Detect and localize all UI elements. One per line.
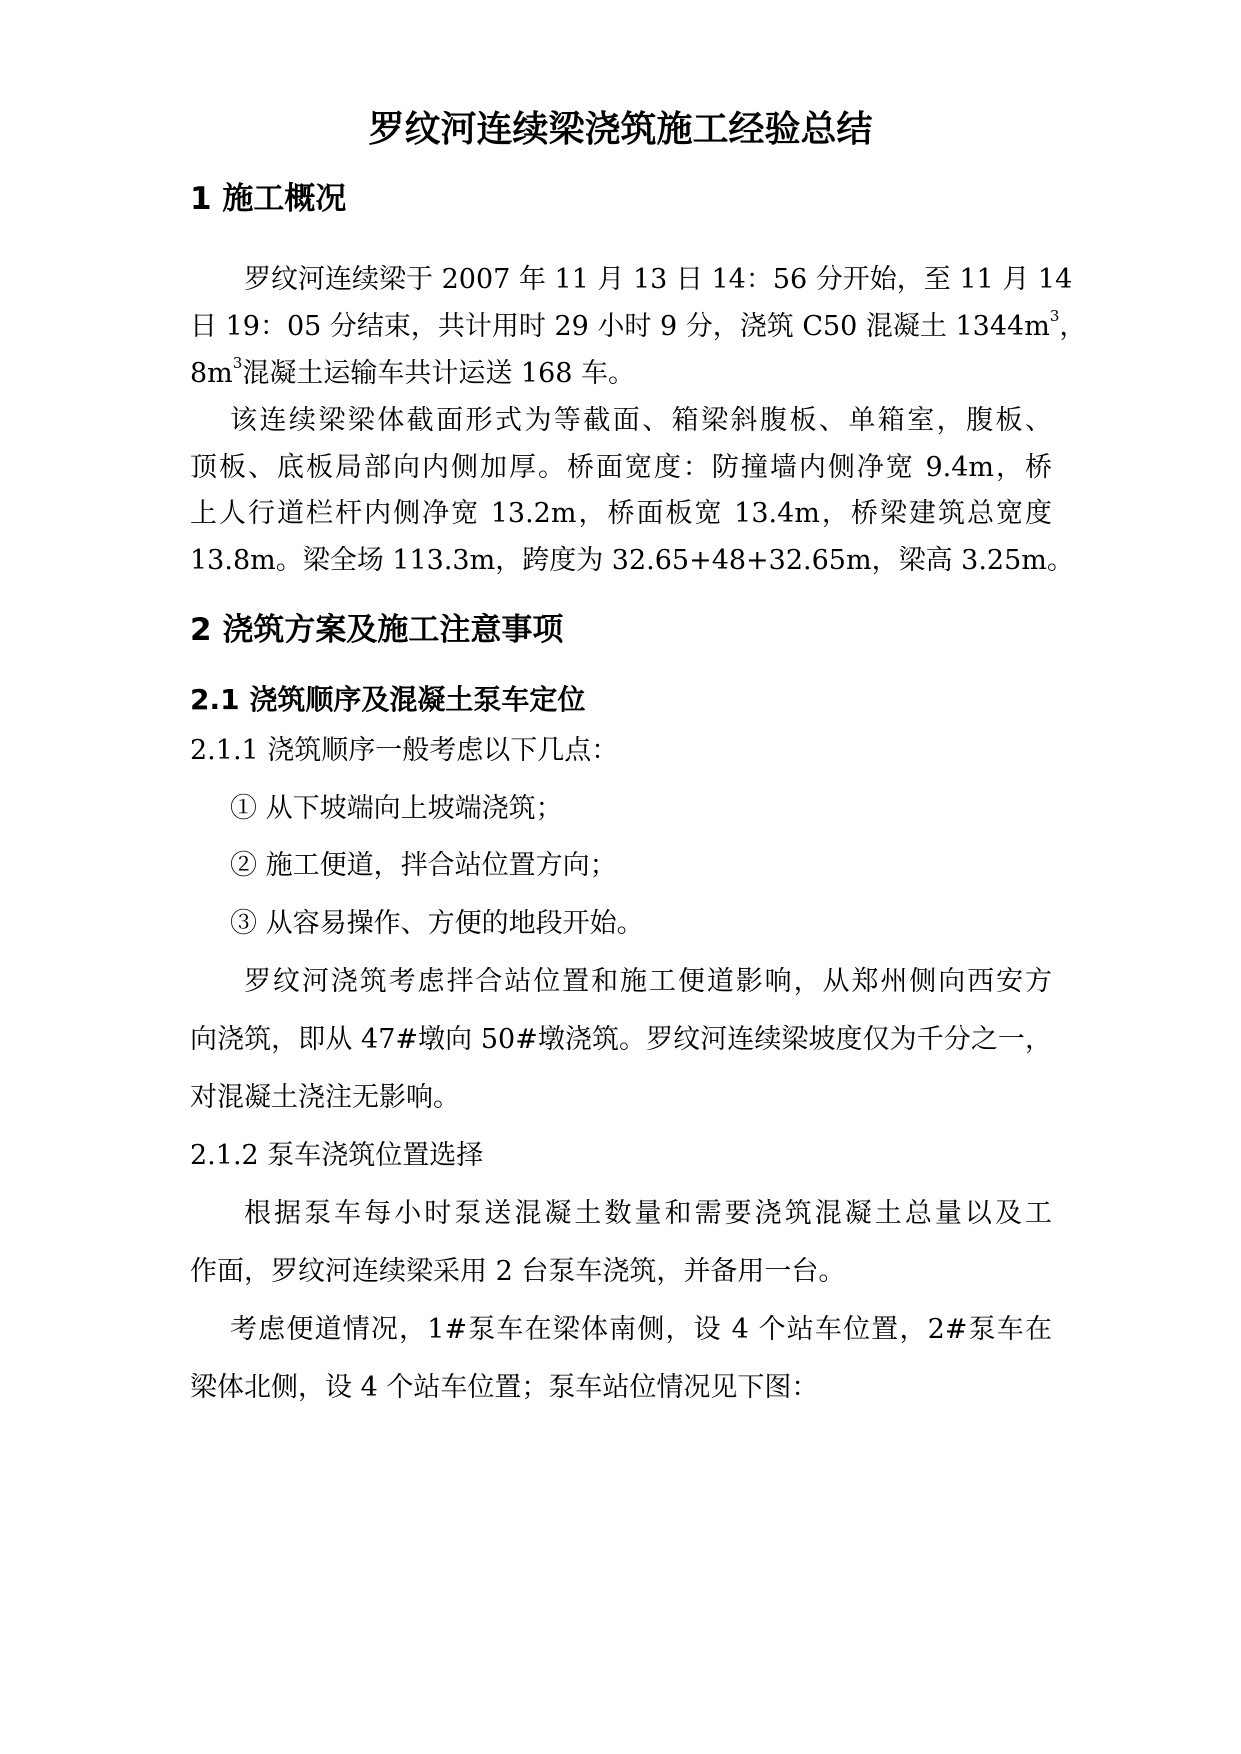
paragraph-2-line-1: 该连续梁梁体截面形式为等截面、箱梁斜腹板、单箱室，腹板、 bbox=[230, 405, 1052, 436]
subsection-2-1-1-heading: 2.1.1 浇筑顺序一般考虑以下几点： bbox=[190, 735, 619, 766]
subsection-2-1-heading: 2.1 浇筑顺序及混凝土泵车定位 bbox=[190, 683, 586, 716]
paragraph-2-line-4: 13.8m。梁全场 113.3m，跨度为 32.65+48+32.65m，梁高 3.25m。 bbox=[190, 545, 1074, 576]
paragraph-1-line-3-text: 混凝土运输车共计运送 168 车。 bbox=[242, 358, 636, 389]
paragraph-3-line-2: 向浇筑，即从 47#墩向 50#墩浇筑。罗纹河连续梁坡度仅为千分之一， bbox=[190, 1024, 1052, 1055]
paragraph-3-line-3: 对混凝土浇注无影响。 bbox=[190, 1082, 460, 1113]
paragraph-2-line-2: 顶板、底板局部向内侧加厚。桥面宽度：防撞墙内侧净宽 9.4m，桥 bbox=[190, 452, 1052, 483]
paragraph-3-line-1: 罗纹河浇筑考虑拌合站位置和施工便道影响，从郑州侧向西安方 bbox=[244, 966, 1052, 997]
list-item-3: ③ 从容易操作、方便的地段开始。 bbox=[230, 908, 644, 939]
paragraph-1-line-2-comma: ， bbox=[1059, 311, 1087, 342]
paragraph-2-line-3: 上人行道栏杆内侧净宽 13.2m，桥面板宽 13.4m，桥梁建筑总宽度 bbox=[190, 498, 1052, 529]
paragraph-5-line-1: 考虑便道情况，1#泵车在梁体南侧，设 4 个站车位置，2#泵车在 bbox=[230, 1314, 1052, 1345]
document-title: 罗纹河连续梁浇筑施工经验总结 bbox=[368, 109, 873, 150]
list-item-1: ① 从下坡端向上坡端浇筑； bbox=[230, 793, 563, 824]
subsection-2-1-2-heading: 2.1.2 泵车浇筑位置选择 bbox=[190, 1140, 484, 1171]
list-item-2: ② 施工便道，拌合站位置方向； bbox=[230, 850, 617, 881]
paragraph-4-line-2: 作面，罗纹河连续梁采用 2 台泵车浇筑，并备用一台。 bbox=[190, 1256, 846, 1287]
section-2-heading: 2 浇筑方案及施工注意事项 bbox=[190, 612, 564, 648]
cubic-superscript: 3 bbox=[1049, 307, 1060, 325]
paragraph-4-line-1: 根据泵车每小时泵送混凝土数量和需要浇筑混凝土总量以及工 bbox=[244, 1198, 1052, 1229]
paragraph-1-line-2-text: 日 19：05 分结束，共计用时 29 小时 9 分，浇筑 C50 混凝土 1344m bbox=[190, 311, 1050, 342]
paragraph-1-line-3 bbox=[190, 354, 635, 394]
section-1-heading: 1 施工概况 bbox=[190, 181, 347, 217]
paragraph-1-line-3-unit: 8m bbox=[190, 358, 233, 389]
paragraph-1-line-1: 罗纹河连续梁于 2007 年 11 月 13 日 14：56 分开始，至 11 月 14 bbox=[244, 264, 1073, 295]
paragraph-5-line-2: 梁体北侧，设 4 个站车位置；泵车站位情况见下图： bbox=[190, 1372, 819, 1403]
cubic-superscript-2: 3 bbox=[232, 354, 243, 372]
paragraph-1-line-2 bbox=[190, 307, 1087, 347]
